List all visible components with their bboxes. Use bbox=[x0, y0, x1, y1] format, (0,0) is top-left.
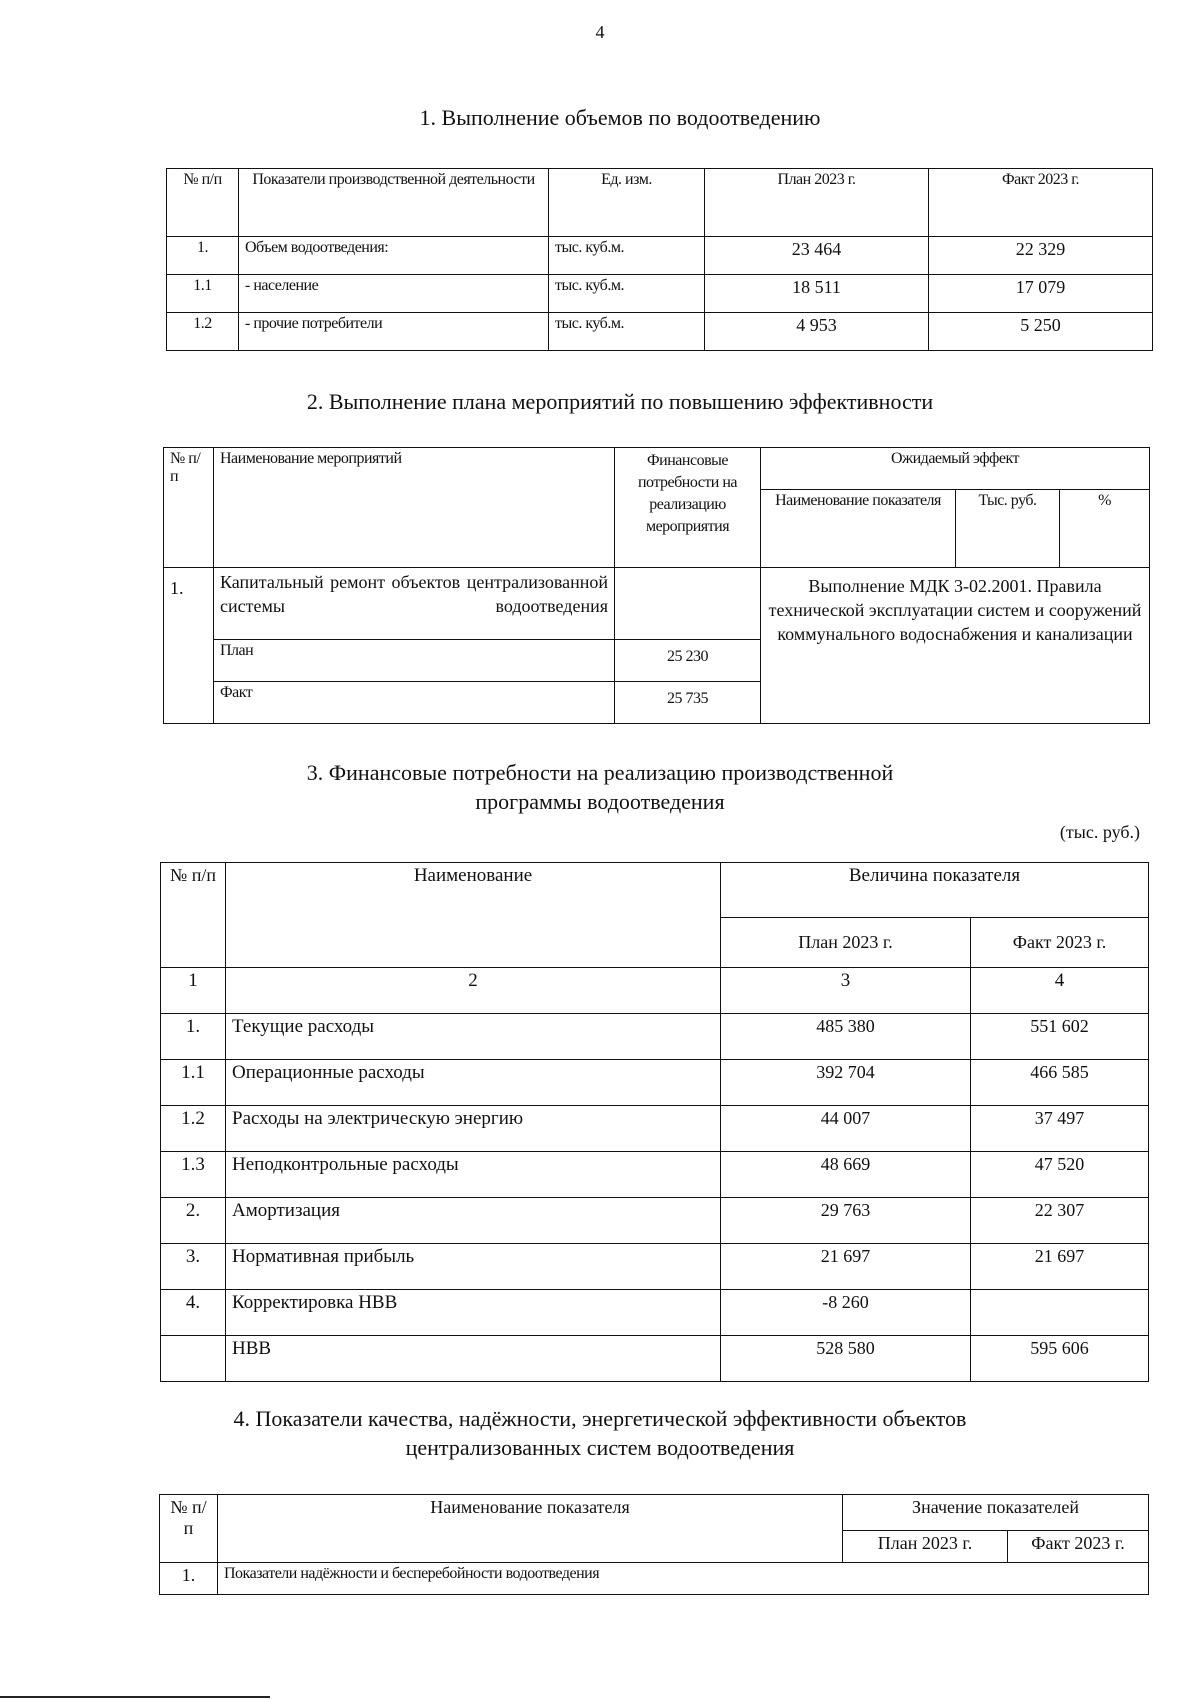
col-number-4: 4 bbox=[971, 968, 1149, 1014]
fact-value: 25 735 bbox=[615, 682, 761, 724]
header-rub: Тыс. руб. bbox=[956, 490, 1060, 568]
table-row bbox=[167, 275, 1153, 313]
header-name: Наименование показателя bbox=[218, 1495, 843, 1563]
row-fact: 551 602 bbox=[971, 1014, 1149, 1060]
row-plan: 29 763 bbox=[721, 1198, 971, 1244]
row-name: Корректировка НВВ bbox=[226, 1290, 721, 1336]
row-finance-empty bbox=[615, 568, 761, 640]
section1-title: 1. Выполнение объемов по водоотведению bbox=[419, 105, 821, 130]
header-indicator-name: Наименование показателя bbox=[761, 490, 956, 568]
header-name: Наименование bbox=[226, 863, 721, 968]
row-name: Амортизация bbox=[226, 1198, 721, 1244]
row-num: 2. bbox=[161, 1198, 226, 1244]
row-plan: 528 580 bbox=[721, 1336, 971, 1382]
row-fact: 21 697 bbox=[971, 1244, 1149, 1290]
quality-table bbox=[159, 1494, 1149, 1595]
unit-note: (тыс. руб.) bbox=[1059, 822, 1140, 842]
row-name: Расходы на электрическую энергию bbox=[226, 1106, 721, 1152]
row-measure-name: Капитальный ремонт объектов централизованной системы водоотведения bbox=[214, 568, 615, 640]
row-num: 1. bbox=[160, 1563, 218, 1595]
header-plan: План 2023 г. bbox=[721, 918, 971, 968]
row-plan: 392 704 bbox=[721, 1060, 971, 1106]
row-name: Текущие расходы bbox=[226, 1014, 721, 1060]
row-plan: 4 953 bbox=[705, 313, 929, 351]
col-number-2: 2 bbox=[226, 968, 721, 1014]
header-num: № п/п bbox=[161, 863, 226, 968]
row-num: 1.2 bbox=[161, 1106, 226, 1152]
row-name: Неподконтрольные расходы bbox=[226, 1152, 721, 1198]
row-unit: тыс. куб.м. bbox=[549, 313, 705, 351]
row-plan: 21 697 bbox=[721, 1244, 971, 1290]
header-fact: Факт 2023 г. bbox=[1008, 1531, 1149, 1563]
table-row bbox=[161, 1198, 1149, 1244]
header-value: Величина показателя bbox=[721, 863, 1149, 918]
row-num: 1.1 bbox=[167, 275, 239, 313]
row-num: 4. bbox=[161, 1290, 226, 1336]
row-name: - население bbox=[239, 275, 549, 313]
row-fact bbox=[971, 1290, 1149, 1336]
row-unit: тыс. куб.м. bbox=[549, 237, 705, 275]
table-row bbox=[167, 313, 1153, 351]
row-plan: 485 380 bbox=[721, 1014, 971, 1060]
section2-title: 2. Выполнение плана мероприятий по повышению эффективности bbox=[306, 389, 934, 414]
row-fact: 37 497 bbox=[971, 1106, 1149, 1152]
section4-title-line2: централизованных систем водоотведения bbox=[405, 1435, 795, 1460]
header-fact: Факт 2023 г. bbox=[929, 169, 1153, 237]
header-value: Значение показателей bbox=[843, 1495, 1149, 1531]
row-fact: 595 606 bbox=[971, 1336, 1149, 1382]
section3-title-line1: 3. Финансовые потребности на реализацию производственной bbox=[306, 760, 894, 785]
header-num: № п/п bbox=[160, 1495, 218, 1563]
row-plan: 48 669 bbox=[721, 1152, 971, 1198]
row-num bbox=[161, 1336, 226, 1382]
row-name: Показатели надёжности и бесперебойности водоотведения bbox=[218, 1563, 1149, 1595]
row-name: Объем водоотведения: bbox=[239, 237, 549, 275]
table-row bbox=[161, 1152, 1149, 1198]
row-num: 1.3 bbox=[161, 1152, 226, 1198]
page-number: 4 bbox=[595, 22, 605, 42]
header-effect: Ожидаемый эффект bbox=[761, 448, 1150, 490]
header-num: № п/п bbox=[164, 448, 214, 568]
table-row bbox=[167, 237, 1153, 275]
row-num: 1. bbox=[167, 237, 239, 275]
header-pct: % bbox=[1060, 490, 1150, 568]
row-fact: 47 520 bbox=[971, 1152, 1149, 1198]
row-unit: тыс. куб.м. bbox=[549, 275, 705, 313]
row-num: 1. bbox=[161, 1014, 226, 1060]
table-row bbox=[161, 1060, 1149, 1106]
table-row bbox=[161, 1014, 1149, 1060]
table-row bbox=[161, 1244, 1149, 1290]
row-name: НВВ bbox=[226, 1336, 721, 1382]
table-row bbox=[164, 568, 1150, 640]
table-row bbox=[161, 1290, 1149, 1336]
row-plan: -8 260 bbox=[721, 1290, 971, 1336]
header-measure: Наименование мероприятий bbox=[214, 448, 615, 568]
row-fact: 466 585 bbox=[971, 1060, 1149, 1106]
finance-table bbox=[160, 862, 1149, 1382]
header-fact: Факт 2023 г. bbox=[971, 918, 1149, 968]
row-name: Операционные расходы bbox=[226, 1060, 721, 1106]
row-effect: Выполнение МДК 3-02.2001. Правила технической эксплуатации систем и сооружений коммунального водоснабжения и канализации bbox=[761, 568, 1150, 724]
row-plan: 23 464 bbox=[705, 237, 929, 275]
section3-title-line2: программы водоотведения bbox=[475, 789, 725, 814]
header-plan: План 2023 г. bbox=[843, 1531, 1008, 1563]
row-num: 1.1 bbox=[161, 1060, 226, 1106]
section4-title-line1: 4. Показатели качества, надёжности, энергетической эффективности объектов bbox=[233, 1406, 967, 1431]
row-fact: 22 329 bbox=[929, 237, 1153, 275]
col-number-3: 3 bbox=[721, 968, 971, 1014]
table-row bbox=[161, 1106, 1149, 1152]
volumes-table bbox=[166, 168, 1153, 351]
header-unit: Ед. изм. bbox=[549, 169, 705, 237]
header-plan: План 2023 г. bbox=[705, 169, 929, 237]
table-row bbox=[160, 1563, 1149, 1595]
header-num: № п/п bbox=[167, 169, 239, 237]
footer-rule bbox=[0, 1696, 270, 1698]
fact-label: Факт bbox=[214, 682, 615, 724]
measures-table bbox=[163, 447, 1150, 724]
row-num: 1.2 bbox=[167, 313, 239, 351]
row-name: Нормативная прибыль bbox=[226, 1244, 721, 1290]
row-name: - прочие потребители bbox=[239, 313, 549, 351]
table-row bbox=[161, 1336, 1149, 1382]
row-num: 1. bbox=[164, 568, 214, 724]
row-plan: 44 007 bbox=[721, 1106, 971, 1152]
plan-label: План bbox=[214, 640, 615, 682]
row-fact: 22 307 bbox=[971, 1198, 1149, 1244]
col-number-1: 1 bbox=[161, 968, 226, 1014]
row-num: 3. bbox=[161, 1244, 226, 1290]
row-fact: 5 250 bbox=[929, 313, 1153, 351]
row-plan: 18 511 bbox=[705, 275, 929, 313]
row-fact: 17 079 bbox=[929, 275, 1153, 313]
header-indicator: Показатели производственной деятельности bbox=[239, 169, 549, 237]
header-finance: Финансовые потребности на реализацию мероприятия bbox=[615, 448, 761, 568]
plan-value: 25 230 bbox=[615, 640, 761, 682]
